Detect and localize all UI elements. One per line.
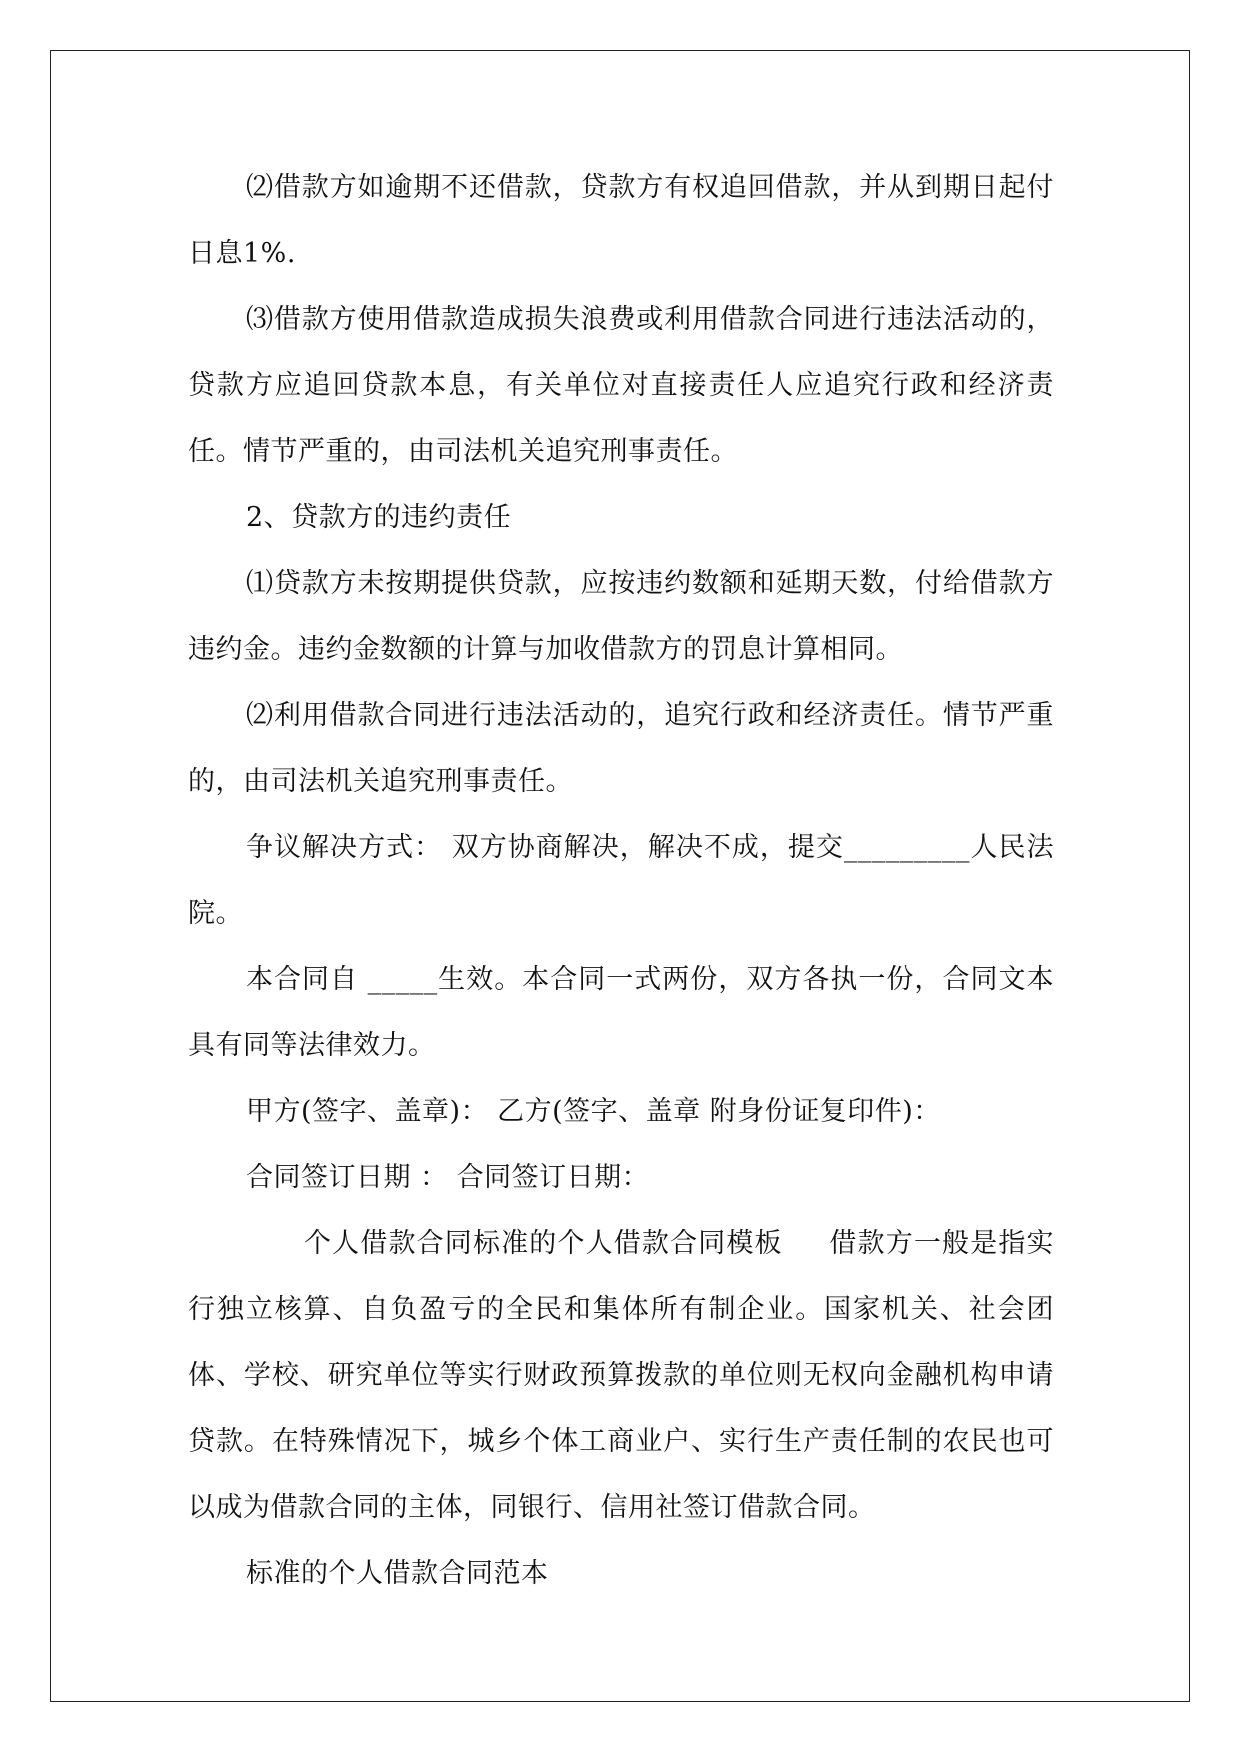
- template-section: [188, 1211, 1054, 1541]
- clause-borrower-overdue: ⑵借款方如逾期不还借款，贷款方有权追回借款，并从到期日起付日息1%.: [188, 172, 1054, 269]
- signing-dates: 合同签订日期 ： 合同签订日期：: [246, 1162, 650, 1193]
- clause-borrower-misuse: ⑶借款方使用借款造成损失浪费或利用借款合同进行违法活动的，贷款方应追回贷款本息，有关单位对直接责任人应追究行政和经济责任。情节严重的，由司法机关追究刑事责任。: [188, 304, 1054, 467]
- dispute-resolution: 争议解决方式： 双方协商解决，解决不成，提交_________人民法院。: [188, 832, 1054, 929]
- clause-lender-late-provision: ⑴贷款方未按期提供贷款，应按违约数额和延期天数，付给借款方违约金。违约金数额的计算与加收借款方的罚息计算相同。: [188, 568, 1054, 665]
- clause-lender-illegal-use: ⑵利用借款合同进行违法活动的，追究行政和经济责任。情节严重的，由司法机关追究刑事责任。: [188, 700, 1054, 797]
- template-section-title: 个人借款合同标准的个人借款合同模板: [304, 1228, 783, 1259]
- heading-lender-liability: 2、贷款方的违约责任: [246, 502, 512, 533]
- signature-parties: 甲方(签字、盖章)： 乙方(签字、盖章 附身份证复印件)：: [246, 1096, 941, 1127]
- template-section-body: 借款方一般是指实行独立核算、自负盈亏的全民和集体所有制企业。国家机关、社会团体、学校、研究单位等实行财政预算拨款的单位则无权向金融机构申请贷款。在特殊情况下，城乡个体工商业户、实行生产责任制的农民也可以成为借款合同的主体，同银行、信用社签订借款合同。: [188, 1228, 1055, 1523]
- effective-date-clause: 本合同自 _____生效。本合同一式两份，双方各执一份，合同文本具有同等法律效力。: [188, 964, 1054, 1061]
- closing-title: 标准的个人借款合同范本: [246, 1558, 549, 1589]
- document-body: [188, 155, 1054, 1607]
